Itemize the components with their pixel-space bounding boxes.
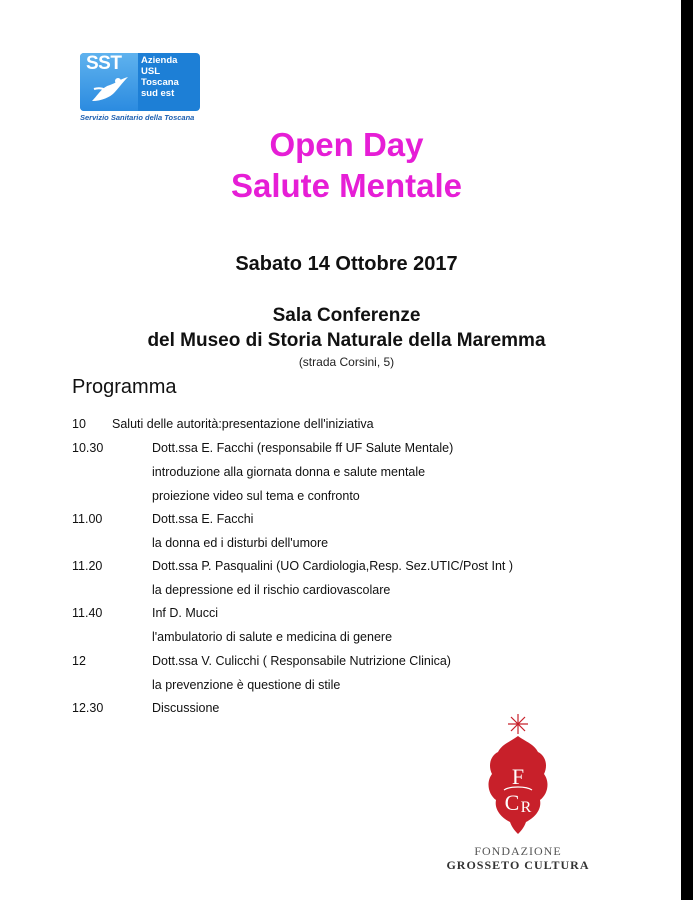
svg-text:C: C — [504, 790, 520, 815]
sst-logo — [80, 53, 202, 125]
fgc-name-line-1: FONDAZIONE — [474, 844, 562, 858]
schedule-text: Dott.ssa P. Pasqualini (UO Cardiologia,Resp. Sez.UTIC/Post Int ) — [152, 559, 514, 573]
venue-line-2: del Museo di Storia Naturale della Maremma — [147, 330, 546, 351]
sst-figure-icon — [88, 75, 132, 105]
schedule-text: Dott.ssa V. Culicchi ( Responsabile Nutrizione Clinica) — [152, 654, 451, 668]
schedule-time: 11.40 — [72, 606, 103, 620]
schedule-time: 10.30 — [72, 441, 104, 455]
sst-subtitle: Servizio Sanitario della Toscana — [80, 113, 195, 122]
venue-line-1: Sala Conferenze — [272, 305, 421, 326]
schedule-text: la depressione ed il rischio cardiovascolare — [152, 583, 391, 597]
sst-text: Azienda USL Toscana sud est — [141, 55, 179, 99]
fondazione-logo — [430, 712, 606, 872]
schedule-time: 11.20 — [72, 559, 103, 573]
programma-heading: Programma — [72, 376, 177, 398]
schedule-text: Dott.ssa E. Facchi — [152, 512, 254, 526]
page-edge — [681, 0, 693, 900]
venue-address: (strada Corsini, 5) — [298, 355, 395, 369]
sst-logo-box — [80, 53, 200, 111]
schedule-text: la donna ed i disturbi dell'umore — [152, 536, 329, 550]
schedule-text: Inf D. Mucci — [152, 606, 218, 620]
svg-text:R: R — [520, 799, 532, 816]
sst-letters: SST — [86, 53, 122, 74]
schedule-text: introduzione alla giornata donna e salute mentale — [152, 465, 426, 479]
schedule-time: 12.30 — [72, 701, 104, 715]
schedule-text: Discussione — [152, 701, 220, 715]
title-line-2: Salute Mentale — [230, 167, 463, 204]
schedule-time: 10 — [72, 417, 86, 431]
schedule-time: 12 — [72, 654, 86, 668]
schedule-text: la prevenzione è questione di stile — [152, 678, 341, 692]
schedule-time: 11.00 — [72, 512, 103, 526]
schedule-text: Saluti delle autorità:presentazione dell'iniziativa — [112, 417, 374, 431]
schedule-text: l'ambulatorio di salute e medicina di genere — [152, 630, 393, 644]
title-line-1: Open Day — [269, 126, 424, 163]
svg-text:F: F — [511, 764, 525, 789]
event-date: Sabato 14 Ottobre 2017 — [235, 253, 458, 275]
schedule-text: proiezione video sul tema e confronto — [152, 489, 360, 503]
fgc-emblem-icon — [430, 712, 606, 842]
fgc-name-line-2: GROSSETO CULTURA — [446, 858, 590, 872]
schedule-text: Dott.ssa E. Facchi (responsabile ff UF Salute Mentale) — [152, 441, 454, 455]
